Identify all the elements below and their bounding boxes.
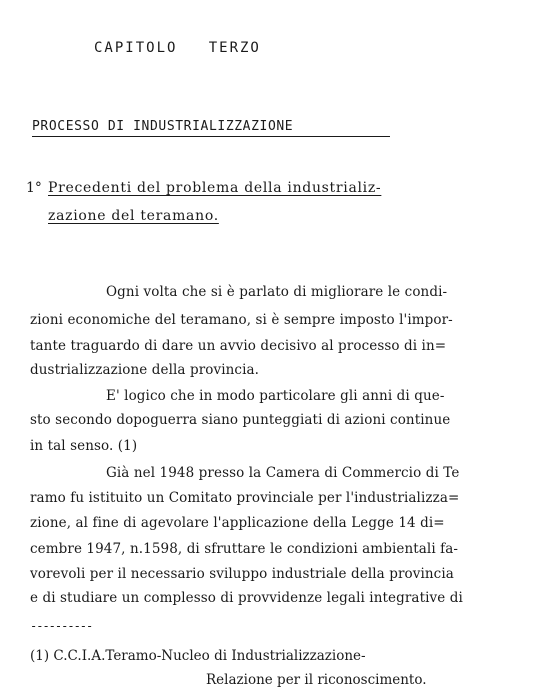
body-line-5: E' logico che in modo particolare gli anni di que- bbox=[106, 388, 445, 404]
body-line-1: Ogni volta che si è parlato di migliorare le condi- bbox=[106, 284, 448, 300]
subsection-title-line-2: zazione del teramano. bbox=[48, 208, 219, 224]
body-line-8: Già nel 1948 presso la Camera di Commercio di Te bbox=[106, 465, 460, 481]
footnote-line-2: Relazione per il riconoscimento. bbox=[206, 672, 427, 688]
footnote-line-1: (1) C.C.I.A.Teramo-Nucleo di Industrializzazione- bbox=[30, 648, 366, 664]
chapter-title: CAPITOLO TERZO bbox=[94, 40, 261, 56]
body-line-10: zione, al fine di agevolare l'applicazione della Legge 14 di= bbox=[30, 515, 445, 531]
body-line-6: sto secondo dopoguerra siano punteggiati di azioni continue bbox=[30, 412, 451, 428]
body-line-11: cembre 1947, n.1598, di sfruttare le condizioni ambientali fa- bbox=[30, 541, 459, 557]
body-line-9: ramo fu istituito un Comitato provinciale per l'industrializza= bbox=[30, 490, 460, 506]
body-line-7: in tal senso. (1) bbox=[30, 438, 138, 454]
body-line-4: dustrializzazione della provincia. bbox=[30, 362, 260, 378]
body-line-13: e di studiare un complesso di provvidenze legali integrative di bbox=[30, 590, 463, 606]
section-title: PROCESSO DI INDUSTRIALIZZAZIONE bbox=[32, 119, 390, 137]
body-line-12: vorevoli per il necessario sviluppo industriale della provincia bbox=[30, 566, 454, 582]
subsection-number: 1° bbox=[26, 180, 42, 196]
body-line-3: tante traguardo di dare un avvio decisivo al processo di in= bbox=[30, 338, 447, 354]
footnote-separator: ---------- bbox=[30, 619, 93, 633]
subsection-title-line-1: Precedenti del problema della industrializ- bbox=[48, 180, 382, 196]
body-line-2: zioni economiche del teramano, si è sempre imposto l'impor- bbox=[30, 312, 453, 328]
